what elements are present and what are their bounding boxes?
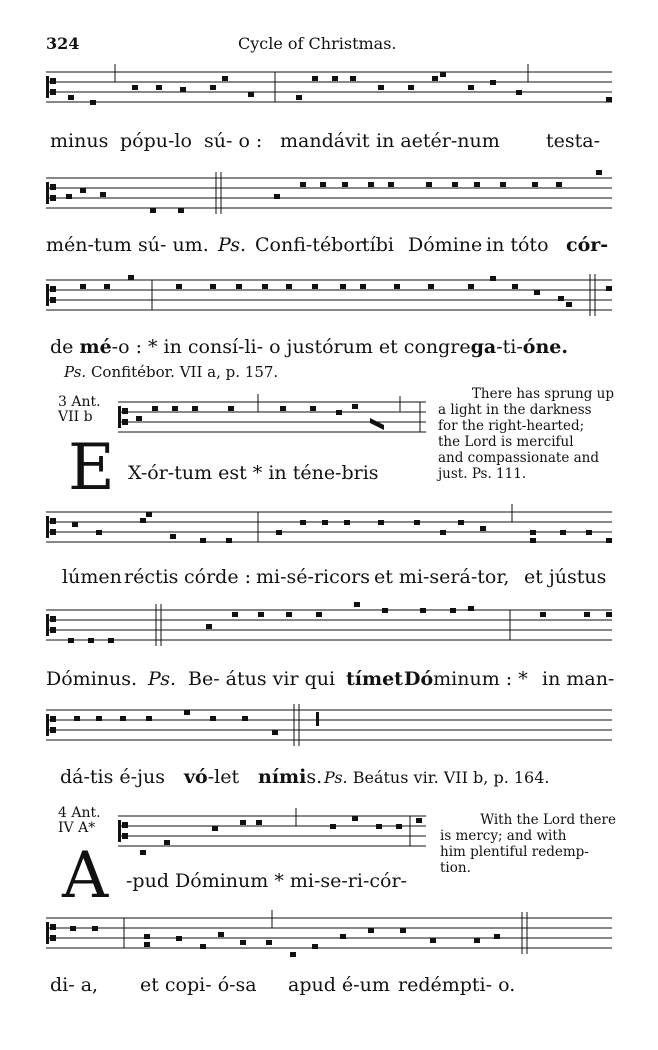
syllable xyxy=(50,336,568,358)
syllable: minus xyxy=(50,130,109,152)
syllable: in aetér-num xyxy=(376,130,500,152)
chant-staff-2 xyxy=(0,168,658,228)
syllable xyxy=(184,766,239,788)
syllable-bold: vó xyxy=(184,766,208,788)
psalm-marker: Ps. xyxy=(148,668,177,690)
antiphon-4-initial: A xyxy=(62,839,109,913)
antiphon-4-translation xyxy=(440,812,616,876)
translation-line: There has sprung up xyxy=(471,386,614,402)
syllable: pópu-lo xyxy=(120,130,192,152)
syllable-text: s. xyxy=(306,766,323,788)
translation-line: and compassionate and xyxy=(438,450,599,466)
syllable xyxy=(258,766,322,788)
translation-line: the Lord is merciful xyxy=(438,434,574,450)
syllable: mén-tum xyxy=(46,234,132,256)
syllable: Dómine xyxy=(408,234,483,256)
syllable-text: minum : * xyxy=(433,668,528,690)
syllable: in tóto xyxy=(486,234,549,256)
syllable: di- a, xyxy=(50,974,99,996)
translation-line: just. Ps. 111. xyxy=(438,466,527,482)
psalm-reference-text: Beátus vir. VII b, p. 164. xyxy=(352,768,550,787)
syllable: apud é-um xyxy=(288,974,390,996)
lyric-line-1 xyxy=(0,130,658,158)
chant-staff-8 xyxy=(0,700,658,760)
syllable: in man- xyxy=(542,668,615,690)
psalm-marker: Ps. xyxy=(218,234,247,256)
syllable: Be- átus vir qui xyxy=(188,668,336,690)
syllable: sú- o : xyxy=(204,130,263,152)
page-title: Cycle of Christmas. xyxy=(238,34,397,53)
lyric-line-2 xyxy=(0,234,658,262)
syllable: dá-tis é-jus xyxy=(60,766,165,788)
syllable: sú- um. xyxy=(138,234,209,256)
syllable-text: -let xyxy=(207,766,240,788)
chant-staff-10 xyxy=(0,908,658,968)
antiphon-4-text: -pud Dóminum * mi-se-ri-cór- xyxy=(126,870,407,892)
syllable: et jústus xyxy=(524,566,607,588)
syllable: tíbi xyxy=(362,234,394,256)
antiphon-3-text: X-ór-tum est * in téne-bris xyxy=(128,462,379,484)
chant-staff-1 xyxy=(0,62,658,122)
chant-staff-7 xyxy=(0,600,658,660)
lyric-line-3 xyxy=(0,336,658,364)
antiphon-number: 3 Ant. xyxy=(58,394,101,410)
syllable-bold: Dó xyxy=(404,668,434,690)
antiphon-number: 4 Ant. xyxy=(58,805,101,821)
chant-staff-3 xyxy=(0,270,658,330)
lyric-line-8 xyxy=(0,766,658,794)
syllable-text: -ti- xyxy=(496,336,523,358)
translation-line: tion. xyxy=(440,860,471,876)
syllable: et copi- ó-sa xyxy=(140,974,257,996)
antiphon-mode: IV A* xyxy=(58,820,96,836)
syllable: Dóminus. xyxy=(46,668,138,690)
chant-staff-antiphon-3 xyxy=(0,392,440,452)
psalm-reference-2 xyxy=(324,768,549,787)
syllable-bold: ními xyxy=(258,766,307,788)
syllable-text: -o : * in consí-li- o justórum et congre xyxy=(111,336,471,358)
syllable: mandávit xyxy=(280,130,370,152)
chant-staff-6 xyxy=(0,502,658,562)
syllable-bold: mé xyxy=(79,336,112,358)
psalm-reference-1 xyxy=(64,363,278,381)
lyric-line-10 xyxy=(0,974,658,1002)
syllable-bold: ga xyxy=(470,336,497,358)
syllable: réctis xyxy=(124,566,179,588)
psalm-marker: Ps. xyxy=(324,768,348,787)
antiphon-3-initial: E xyxy=(68,431,115,505)
syllable-bold: tímet xyxy=(346,668,403,690)
syllable xyxy=(404,668,528,690)
translation-line: is mercy; and with xyxy=(440,828,567,844)
syllable: córde : xyxy=(184,566,252,588)
translation-line: him plentiful redemp- xyxy=(440,844,589,860)
syllable-de: de xyxy=(50,336,74,358)
antiphon-mode: VII b xyxy=(58,409,93,425)
syllable: Confi-tébor xyxy=(255,234,364,256)
translation-line: for the right-hearted; xyxy=(438,418,585,434)
syllable: testa- xyxy=(546,130,601,152)
syllable: lúmen xyxy=(62,566,122,588)
psalm-marker: Ps. xyxy=(64,363,87,381)
antiphon-3-translation xyxy=(438,386,614,482)
syllable-bold: óne. xyxy=(522,336,568,358)
lyric-line-7 xyxy=(0,668,658,696)
lyric-line-6 xyxy=(0,566,658,594)
syllable: mi-sé-ricors xyxy=(256,566,370,588)
psalm-reference-text: Confitébor. VII a, p. 157. xyxy=(90,363,279,381)
syllable-bold: cór- xyxy=(566,234,609,256)
syllable: et mi-será-tor, xyxy=(374,566,510,588)
translation-line: a light in the darkness xyxy=(438,402,592,418)
translation-line: With the Lord there xyxy=(480,812,616,828)
syllable: redémpti- o. xyxy=(398,974,516,996)
page-number: 324 xyxy=(46,34,80,53)
